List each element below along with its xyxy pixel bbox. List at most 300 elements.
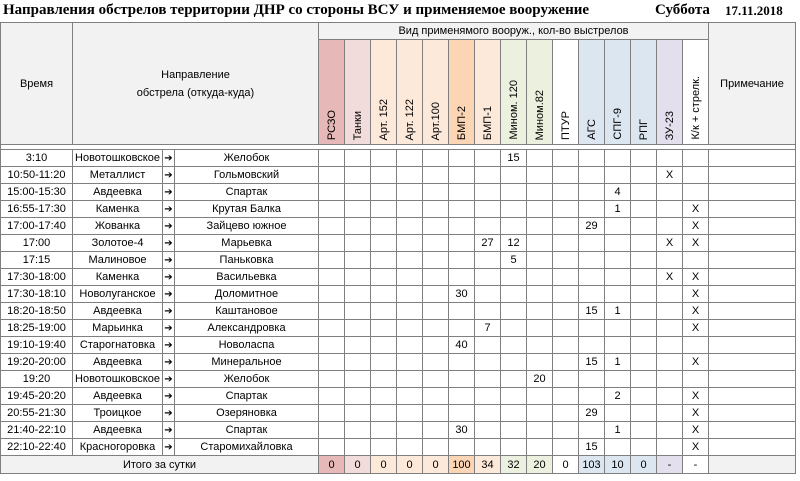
weapon-header-label: Мином. 120: [507, 80, 520, 140]
weapon-value-cell: [579, 320, 605, 337]
note-cell: [709, 286, 796, 303]
note-cell: [709, 422, 796, 439]
weapon-value-cell: [371, 320, 397, 337]
arrow-icon: ➔: [163, 201, 175, 218]
weapon-value-cell: [579, 388, 605, 405]
weapon-value-cell: [371, 354, 397, 371]
weapon-value-cell: [527, 422, 553, 439]
weapon-value-cell: [371, 303, 397, 320]
weapon-value-cell: 1: [605, 422, 631, 439]
weapon-value-cell: [501, 184, 527, 201]
table-row: [1, 371, 796, 388]
time-cell: 18:25-19:00: [1, 320, 73, 337]
to-cell: Марьевка: [175, 235, 319, 252]
weapon-value-cell: 40: [449, 337, 475, 354]
weapon-value-cell: [319, 218, 345, 235]
from-cell: Старогнатовка: [73, 337, 163, 354]
weapon-value-cell: [423, 320, 449, 337]
weapon-value-cell: 27: [475, 235, 501, 252]
weapon-value-cell: [553, 252, 579, 269]
from-cell: Марьинка: [73, 320, 163, 337]
weapon-header: [605, 40, 631, 145]
weapon-value-cell: X: [683, 269, 709, 286]
weapon-value-cell: [397, 269, 423, 286]
weapon-value-cell: [631, 235, 657, 252]
weapon-value-cell: [371, 422, 397, 439]
weapon-header: [345, 40, 371, 145]
weapon-value-cell: [397, 354, 423, 371]
weapon-value-cell: [579, 184, 605, 201]
weapon-value-cell: [501, 337, 527, 354]
weapon-value-cell: 29: [579, 218, 605, 235]
weapon-value-cell: [423, 218, 449, 235]
weapon-value-cell: [579, 235, 605, 252]
weapon-value-cell: [449, 252, 475, 269]
weapon-value-cell: [657, 320, 683, 337]
weapon-value-cell: [449, 439, 475, 456]
weapon-value-cell: [397, 218, 423, 235]
weapon-value-cell: [345, 269, 371, 286]
total-value-cell: -: [657, 456, 683, 474]
table-row: [1, 235, 796, 252]
weapon-value-cell: [345, 439, 371, 456]
total-row: [1, 456, 796, 474]
note-cell: [709, 167, 796, 184]
note-cell: [709, 235, 796, 252]
weapon-value-cell: [501, 354, 527, 371]
weapon-value-cell: [527, 167, 553, 184]
to-cell: Спартак: [175, 422, 319, 439]
arrow-icon: ➔: [163, 269, 175, 286]
from-cell: Авдеевка: [73, 388, 163, 405]
shelling-table: [0, 22, 796, 474]
arrow-icon: ➔: [163, 439, 175, 456]
weapon-value-cell: [449, 201, 475, 218]
weapon-value-cell: [683, 184, 709, 201]
weapon-value-cell: [579, 269, 605, 286]
day-of-week: Суббота: [655, 2, 710, 18]
weapon-value-cell: [657, 218, 683, 235]
to-cell: Минеральное: [175, 354, 319, 371]
weapon-value-cell: [423, 405, 449, 422]
time-cell: 21:40-22:10: [1, 422, 73, 439]
note-cell: [709, 388, 796, 405]
weapon-value-cell: [631, 337, 657, 354]
time-cell: 3:10: [1, 150, 73, 167]
table-row: [1, 201, 796, 218]
time-cell: 17:30-18:00: [1, 269, 73, 286]
weapon-value-cell: [423, 354, 449, 371]
note-cell: [709, 150, 796, 167]
weapon-value-cell: 4: [605, 184, 631, 201]
weapon-value-cell: [449, 303, 475, 320]
weapon-value-cell: [527, 184, 553, 201]
weapon-value-cell: [579, 422, 605, 439]
arrow-icon: ➔: [163, 422, 175, 439]
weapon-value-cell: [527, 388, 553, 405]
weapon-value-cell: 7: [475, 320, 501, 337]
weapon-value-cell: [345, 337, 371, 354]
weapon-value-cell: X: [683, 235, 709, 252]
weapon-value-cell: [397, 201, 423, 218]
weapon-header: [371, 40, 397, 145]
weapon-value-cell: [605, 269, 631, 286]
table-row: [1, 218, 796, 235]
weapon-value-cell: [371, 388, 397, 405]
weapon-value-cell: [527, 218, 553, 235]
table-row: [1, 286, 796, 303]
weapon-value-cell: [475, 286, 501, 303]
note-cell: [709, 218, 796, 235]
weapon-value-cell: [345, 235, 371, 252]
weapon-value-cell: [501, 405, 527, 422]
weapon-value-cell: 30: [449, 286, 475, 303]
time-cell: 19:20-20:00: [1, 354, 73, 371]
arrow-icon: ➔: [163, 405, 175, 422]
table-row: [1, 167, 796, 184]
weapon-value-cell: [501, 269, 527, 286]
weapon-value-cell: [527, 235, 553, 252]
total-value-cell: 20: [527, 456, 553, 474]
weapon-value-cell: 1: [605, 354, 631, 371]
weapon-value-cell: [345, 405, 371, 422]
weapon-value-cell: X: [683, 405, 709, 422]
weapon-value-cell: [475, 150, 501, 167]
weapon-value-cell: X: [683, 286, 709, 303]
weapon-value-cell: [319, 235, 345, 252]
weapon-value-cell: [475, 371, 501, 388]
weapon-value-cell: [657, 201, 683, 218]
weapon-value-cell: [553, 422, 579, 439]
weapon-value-cell: 5: [501, 252, 527, 269]
weapon-value-cell: [579, 371, 605, 388]
to-cell: Желобок: [175, 150, 319, 167]
report-date: 17.11.2018: [725, 3, 783, 18]
weapon-value-cell: [657, 405, 683, 422]
weapon-value-cell: [319, 167, 345, 184]
weapon-value-cell: [527, 269, 553, 286]
weapon-value-cell: [553, 150, 579, 167]
weapon-value-cell: [683, 150, 709, 167]
from-cell: Новотошковское: [73, 150, 163, 167]
weapon-value-cell: [475, 422, 501, 439]
weapon-value-cell: [397, 422, 423, 439]
total-value-cell: 0: [319, 456, 345, 474]
weapon-header-label: РСЗО: [325, 109, 338, 140]
direction-header: Направление обстрела (откуда-куда): [73, 23, 319, 145]
weapon-value-cell: [527, 439, 553, 456]
weapon-value-cell: [553, 235, 579, 252]
weapon-value-cell: [553, 371, 579, 388]
weapon-value-cell: [631, 354, 657, 371]
weapon-value-cell: X: [683, 201, 709, 218]
total-value-cell: 100: [449, 456, 475, 474]
weapon-value-cell: [501, 388, 527, 405]
weapon-value-cell: [319, 150, 345, 167]
note-cell: [709, 439, 796, 456]
weapon-value-cell: [423, 269, 449, 286]
weapon-header: [319, 40, 345, 145]
weapon-value-cell: [345, 167, 371, 184]
weapon-value-cell: [319, 388, 345, 405]
weapon-header: [475, 40, 501, 145]
weapon-value-cell: [553, 218, 579, 235]
from-cell: Металлист: [73, 167, 163, 184]
to-cell: Паньковка: [175, 252, 319, 269]
weapon-value-cell: [527, 354, 553, 371]
arrow-icon: ➔: [163, 354, 175, 371]
title-bar: [0, 0, 800, 22]
weapon-value-cell: [475, 184, 501, 201]
note-cell: [709, 184, 796, 201]
weapon-value-cell: [371, 286, 397, 303]
weapon-group-header: Вид применямого вооруж., кол-во выстрелов: [319, 23, 709, 40]
weapon-value-cell: [371, 337, 397, 354]
arrow-icon: ➔: [163, 167, 175, 184]
weapon-value-cell: [553, 184, 579, 201]
time-cell: 17:00: [1, 235, 73, 252]
time-cell: 16:55-17:30: [1, 201, 73, 218]
weapon-value-cell: [449, 320, 475, 337]
weapon-value-cell: [605, 337, 631, 354]
weapon-value-cell: [631, 439, 657, 456]
weapon-value-cell: [579, 201, 605, 218]
weapon-value-cell: [423, 439, 449, 456]
weapon-value-cell: [423, 286, 449, 303]
weapon-header-label: АГС: [585, 119, 598, 140]
table-row: [1, 405, 796, 422]
weapon-value-cell: [371, 235, 397, 252]
weapon-value-cell: [319, 337, 345, 354]
weapon-value-cell: [371, 269, 397, 286]
weapon-value-cell: [423, 303, 449, 320]
weapon-value-cell: [527, 405, 553, 422]
weapon-value-cell: X: [683, 439, 709, 456]
time-cell: 20:55-21:30: [1, 405, 73, 422]
weapon-value-cell: [397, 150, 423, 167]
weapon-value-cell: [501, 167, 527, 184]
weapon-header: [631, 40, 657, 145]
total-label: Итого за сутки: [1, 456, 319, 474]
total-value-cell: 0: [397, 456, 423, 474]
note-cell: [709, 354, 796, 371]
weapon-value-cell: [345, 184, 371, 201]
weapon-value-cell: 15: [579, 354, 605, 371]
weapon-value-cell: [475, 218, 501, 235]
to-cell: Васильевка: [175, 269, 319, 286]
weapon-header: [449, 40, 475, 145]
table-row: [1, 150, 796, 167]
to-cell: Новоласпа: [175, 337, 319, 354]
weapon-header-label: БМП-2: [455, 105, 468, 140]
weapon-value-cell: [683, 252, 709, 269]
weapon-value-cell: [631, 150, 657, 167]
weapon-value-cell: [449, 371, 475, 388]
weapon-header: [657, 40, 683, 145]
weapon-value-cell: [319, 201, 345, 218]
weapon-value-cell: [345, 371, 371, 388]
weapon-value-cell: [631, 286, 657, 303]
weapon-value-cell: [631, 371, 657, 388]
arrow-icon: ➔: [163, 286, 175, 303]
page-title: Направления обстрелов территории ДНР со стороны ВСУ и применяемое вооружение: [3, 2, 590, 18]
total-note-cell: [709, 456, 796, 474]
weapon-value-cell: 12: [501, 235, 527, 252]
weapon-value-cell: [371, 150, 397, 167]
weapon-value-cell: [345, 354, 371, 371]
weapon-value-cell: [371, 439, 397, 456]
weapon-value-cell: [319, 286, 345, 303]
table-row: [1, 337, 796, 354]
weapon-value-cell: [657, 303, 683, 320]
weapon-value-cell: [423, 184, 449, 201]
weapon-value-cell: [475, 167, 501, 184]
weapon-value-cell: X: [683, 354, 709, 371]
weapon-value-cell: [553, 201, 579, 218]
weapon-value-cell: [579, 150, 605, 167]
from-cell: Золотое-4: [73, 235, 163, 252]
table-row: [1, 354, 796, 371]
weapon-value-cell: [345, 201, 371, 218]
total-value-cell: 32: [501, 456, 527, 474]
from-cell: Авдеевка: [73, 303, 163, 320]
weapon-value-cell: [553, 388, 579, 405]
weapon-value-cell: [501, 439, 527, 456]
total-value-cell: 103: [579, 456, 605, 474]
table-row: [1, 269, 796, 286]
weapon-header: [423, 40, 449, 145]
weapon-value-cell: [319, 269, 345, 286]
weapon-value-cell: [449, 150, 475, 167]
weapon-value-cell: [579, 252, 605, 269]
from-cell: Троицкое: [73, 405, 163, 422]
weapon-value-cell: [319, 252, 345, 269]
weapon-header: [501, 40, 527, 145]
from-cell: Красногоровка: [73, 439, 163, 456]
time-cell: 19:45-20:20: [1, 388, 73, 405]
weapon-value-cell: [605, 150, 631, 167]
time-cell: 15:00-15:30: [1, 184, 73, 201]
weapon-value-cell: [631, 252, 657, 269]
weapon-value-cell: [501, 320, 527, 337]
weapon-value-cell: [371, 252, 397, 269]
weapon-value-cell: [345, 286, 371, 303]
time-cell: 10:50-11:20: [1, 167, 73, 184]
weapon-header-label: Арт. 152: [377, 98, 390, 140]
weapon-value-cell: [657, 252, 683, 269]
weapon-value-cell: X: [683, 320, 709, 337]
weapon-value-cell: [527, 201, 553, 218]
weapon-value-cell: [553, 337, 579, 354]
weapon-header: [579, 40, 605, 145]
weapon-value-cell: [527, 252, 553, 269]
table-row: [1, 439, 796, 456]
weapon-value-cell: [553, 167, 579, 184]
from-cell: Жованка: [73, 218, 163, 235]
weapon-value-cell: [553, 439, 579, 456]
weapon-value-cell: [657, 439, 683, 456]
weapon-header: [397, 40, 423, 145]
weapon-value-cell: [449, 184, 475, 201]
total-value-cell: -: [683, 456, 709, 474]
from-cell: Авдеевка: [73, 354, 163, 371]
weapon-value-cell: [527, 150, 553, 167]
arrow-icon: ➔: [163, 320, 175, 337]
weapon-value-cell: [475, 269, 501, 286]
time-cell: 17:30-18:10: [1, 286, 73, 303]
weapon-value-cell: [449, 405, 475, 422]
weapon-value-cell: [423, 422, 449, 439]
weapon-value-cell: X: [683, 303, 709, 320]
weapon-value-cell: [501, 201, 527, 218]
weapon-header: [683, 40, 709, 145]
table-row: [1, 303, 796, 320]
weapon-value-cell: [345, 252, 371, 269]
note-cell: [709, 337, 796, 354]
time-cell: 17:00-17:40: [1, 218, 73, 235]
to-cell: Доломитное: [175, 286, 319, 303]
weapon-header-label: К/к + стрелк.: [689, 76, 702, 140]
arrow-icon: ➔: [163, 252, 175, 269]
time-header: Время: [1, 23, 73, 145]
weapon-value-cell: [345, 422, 371, 439]
weapon-value-cell: 15: [579, 439, 605, 456]
table-row: [1, 252, 796, 269]
weapon-value-cell: [553, 405, 579, 422]
weapon-value-cell: [423, 201, 449, 218]
weapon-value-cell: 2: [605, 388, 631, 405]
weapon-value-cell: [449, 354, 475, 371]
weapon-value-cell: [579, 167, 605, 184]
time-cell: 22:10-22:40: [1, 439, 73, 456]
to-cell: Каштановое: [175, 303, 319, 320]
total-value-cell: 0: [553, 456, 579, 474]
weapon-value-cell: [319, 354, 345, 371]
from-cell: Авдеевка: [73, 422, 163, 439]
weapon-value-cell: [605, 320, 631, 337]
weapon-value-cell: [657, 150, 683, 167]
weapon-value-cell: [397, 371, 423, 388]
weapon-value-cell: 15: [579, 303, 605, 320]
weapon-value-cell: [397, 184, 423, 201]
weapon-value-cell: [501, 286, 527, 303]
to-cell: Старомихайловка: [175, 439, 319, 456]
weapon-value-cell: [631, 184, 657, 201]
table-row: [1, 388, 796, 405]
table-row: [1, 184, 796, 201]
note-cell: [709, 371, 796, 388]
weapon-value-cell: [501, 422, 527, 439]
weapon-value-cell: [423, 167, 449, 184]
note-cell: [709, 269, 796, 286]
time-cell: 19:20: [1, 371, 73, 388]
weapon-value-cell: 1: [605, 201, 631, 218]
weapon-value-cell: [371, 405, 397, 422]
weapon-value-cell: [371, 184, 397, 201]
weapon-value-cell: [371, 218, 397, 235]
weapon-value-cell: [475, 337, 501, 354]
weapon-value-cell: [449, 235, 475, 252]
weapon-value-cell: [553, 354, 579, 371]
to-cell: Желобок: [175, 371, 319, 388]
note-header: Примечание: [709, 23, 796, 145]
arrow-icon: ➔: [163, 150, 175, 167]
to-cell: Спартак: [175, 388, 319, 405]
weapon-value-cell: [605, 235, 631, 252]
note-cell: [709, 201, 796, 218]
weapon-value-cell: [371, 201, 397, 218]
weapon-value-cell: [657, 286, 683, 303]
